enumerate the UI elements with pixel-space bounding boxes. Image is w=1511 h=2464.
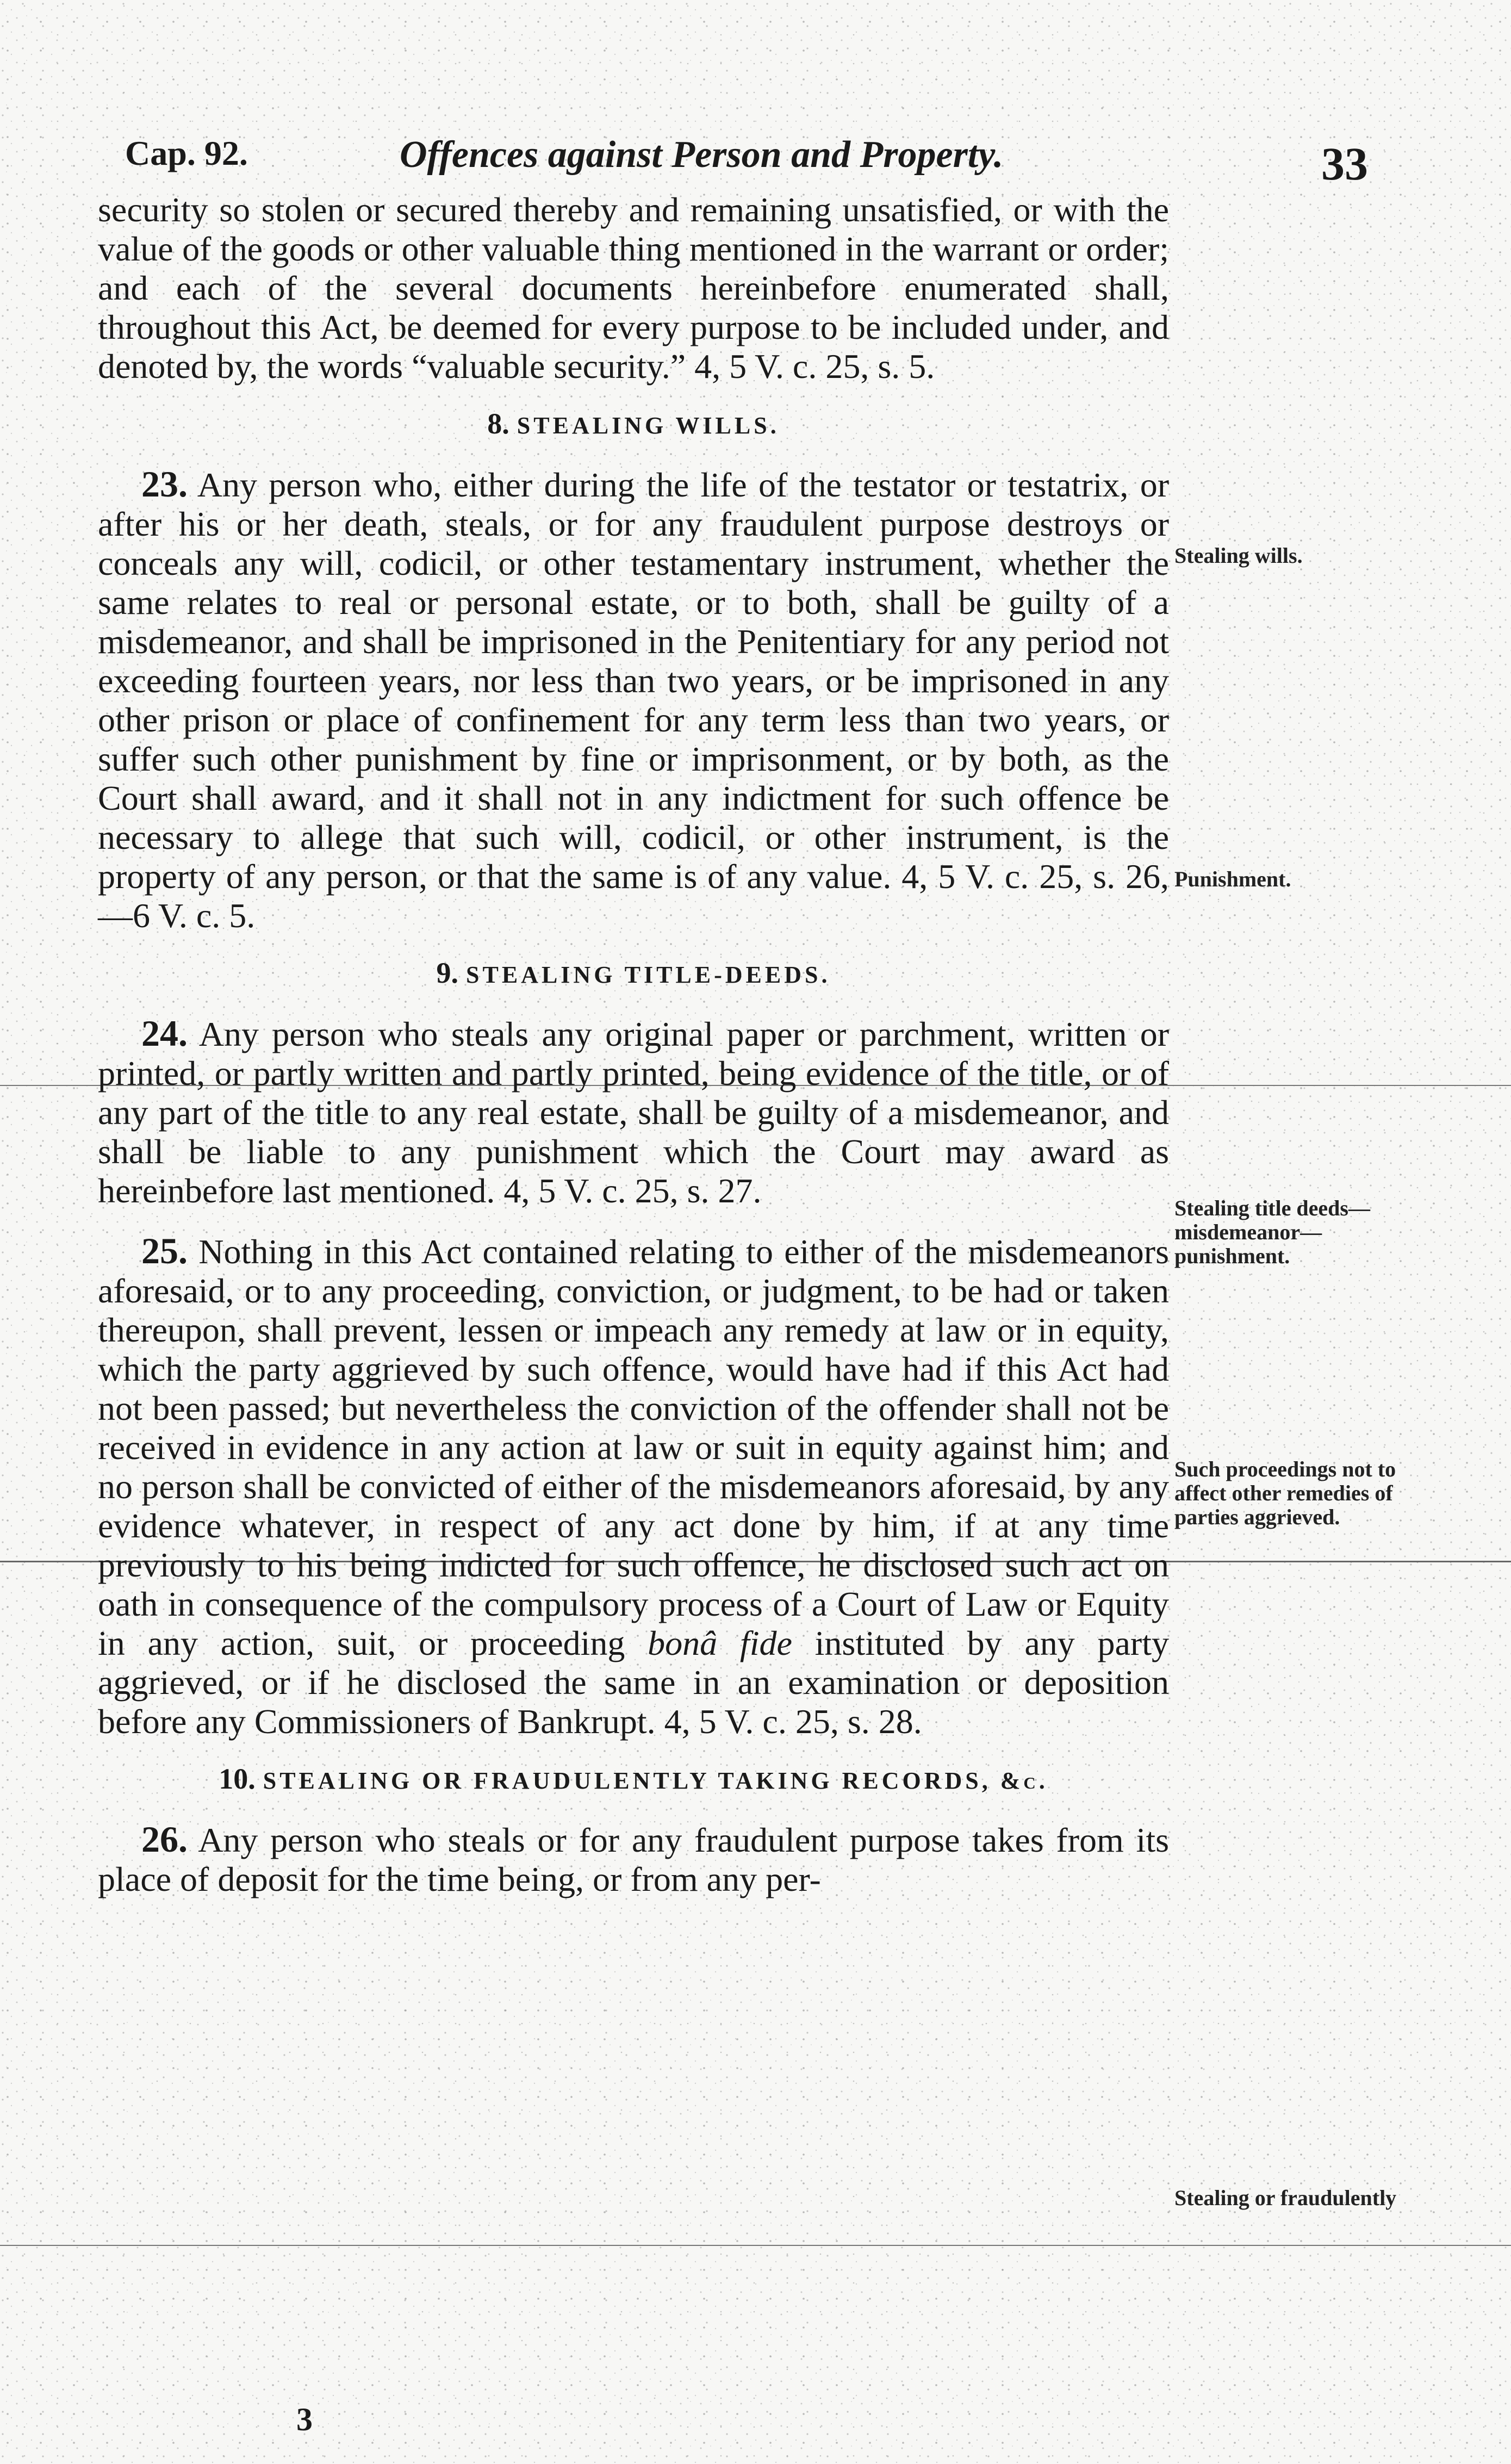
section-text: Any person who steals or for any fraudulent purpose takes from its place of deposit for the time being, or from any per- [98, 1821, 1169, 1898]
margin-note-stealing-records: Stealing or fraudulently [1174, 2186, 1397, 2210]
running-header [125, 133, 1376, 198]
section-25 [98, 1231, 1169, 1741]
page-number: 33 [1321, 138, 1368, 190]
main-text-column [98, 190, 1169, 1920]
printer-signature-mark: 3 [296, 2401, 313, 2437]
section-23 [98, 464, 1169, 935]
margin-note-stealing-title-deeds: Stealing title deeds—misdemeanor—punishment. [1174, 1196, 1370, 1268]
section-number: 23. [141, 463, 188, 505]
scan-line-bottom [0, 2245, 1511, 2246]
section-text: Any person who steals any original paper or parchment, written or printed, or partly written and partly printed, being evidence of the title, or of any part of the title to any real estate, shall be guilty of a misdemeanor, and shall be liable to any punishment which the Court may award as hereinbefore last mentioned. 4, 5 V. c. 25, s. 27. [98, 1015, 1169, 1210]
heading-text: STEALING WILLS. [517, 412, 780, 439]
section-number: 24. [141, 1013, 188, 1054]
heading-number: 8. [487, 407, 509, 440]
chapter-reference: Cap. 92. [125, 134, 248, 172]
section-text: Any person who, either during the life of the testator or testatrix, or after his or her death, steals, or for any fraudulent purpose destroys or conceals any will, codicil, or other testamentary instrument, whether the same relates to real or personal estate, or to both, shall be guilty of a misdemeanor, and shall be imprisoned in the Penitentiary for any period not exceeding fourteen years, nor less than two years, or be imprisoned in any other prison or place of confinement for any term less than two years, or suffer such other punishment by fine or imprisonment, or by both, as the Court shall award, and it shall not in any indictment for such offence be necessary to allege that such will, codicil, or other instrument, is the property of any person, or that the same is of any value. 4, 5 V. c. 25, s. 26,—6 V. c. 5. [98, 466, 1169, 935]
heading-text: STEALING TITLE-DEEDS. [466, 961, 831, 988]
margin-note-punishment: Punishment. [1174, 867, 1291, 891]
heading-number: 10. [219, 1762, 256, 1795]
continued-paragraph-text: security so stolen or secured thereby and remaining unsatisfied, or with the value of the goods or other valuable thing mentioned in the warrant or order; and each of the several documents hereinbefore enumerated shall, throughout this Act, be deemed for every purpose to be included under, and denoted by, the words “valuable security.” 4, 5 V. c. 25, s. 5. [98, 190, 1169, 386]
heading-stealing-wills [98, 407, 1169, 440]
section-text-continued: instituted by any party aggrieved, or if he disclosed the same in an examination or deposition before any Commissioners of Bankrupt. 4, 5 V. c. 25, s. 28. [98, 1624, 1169, 1741]
heading-text: STEALING OR FRAUDULENTLY TAKING RECORDS, &c. [263, 1767, 1048, 1794]
section-number: 26. [141, 1818, 188, 1860]
section-italic-phrase: bonâ fide [648, 1624, 792, 1662]
heading-stealing-records [98, 1762, 1169, 1796]
margin-note-stealing-wills: Stealing wills. [1174, 543, 1303, 568]
heading-number: 9. [436, 957, 458, 989]
section-24 [98, 1014, 1169, 1211]
running-title: Offences against Person and Property. [400, 134, 1004, 176]
section-number: 25. [141, 1230, 188, 1271]
margin-note-other-remedies: Such proceedings not to affect other remedies of parties aggrieved. [1174, 1457, 1396, 1529]
section-text: Nothing in this Act contained relating to either of the misdemeanors aforesaid, or to any proceeding, conviction, or judgment, to be had or taken thereupon, shall prevent, lessen or impeach any remedy at law or in equity, which the party aggrieved by such offence, would have had if this Act had not been passed; but nevertheless the conviction of the offender shall not be received in evidence in any action at law or suit in equity against him; and no person shall be convicted of either of the misdemeanors aforesaid, by any evidence whatever, in respect of any act done by him, if at any time previously to his being indicted for such offence, he disclosed such act on oath in consequence of the compulsory process of a Court of Law or Equity in any action, suit, or proceeding [98, 1232, 1169, 1662]
continued-paragraph [98, 190, 1169, 386]
section-26 [98, 1820, 1169, 1899]
heading-stealing-title-deeds [98, 956, 1169, 990]
